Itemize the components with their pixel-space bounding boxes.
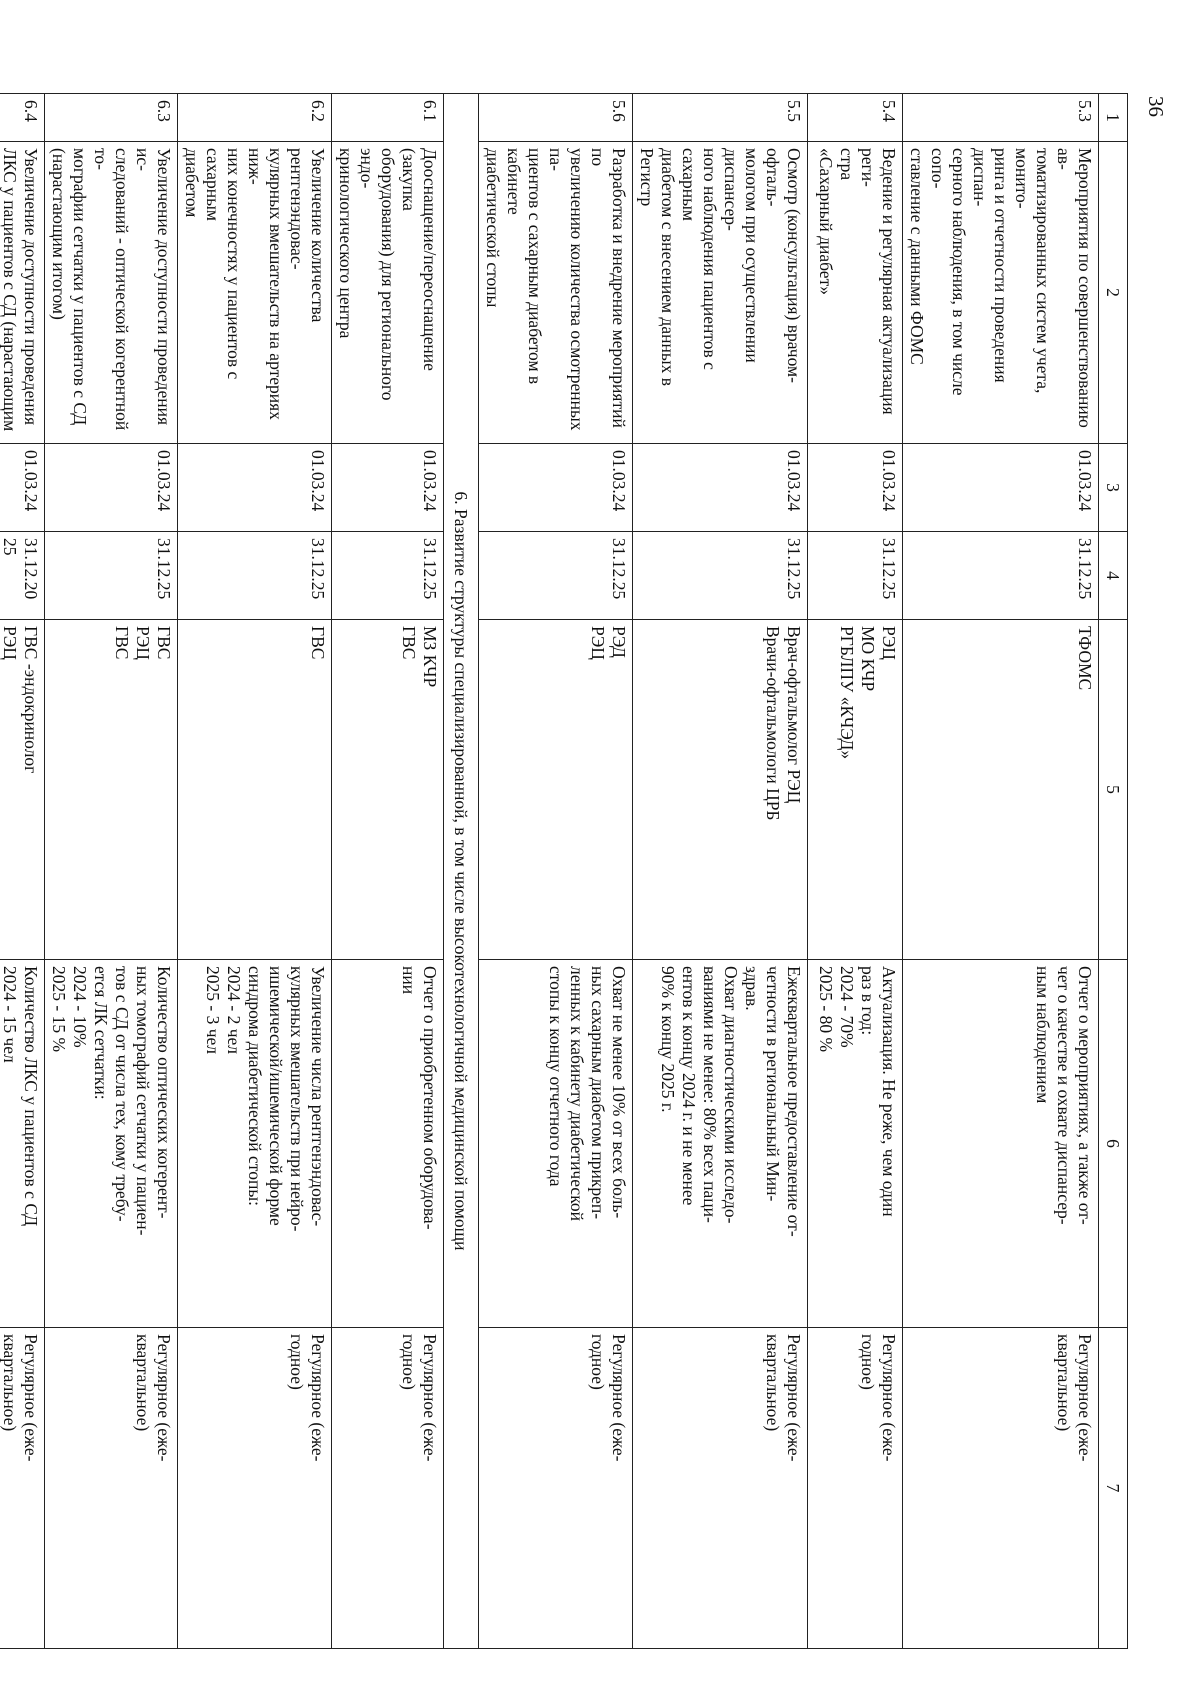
rotated-page-content <box>0 93 1128 1648</box>
section-title: 6. Развитие структуры специализированной, в том числе высокотехнологичной медицинской помощи <box>444 94 479 1649</box>
responsible-cell: РЭД РЭЦ <box>479 620 633 960</box>
activity-cell: Увеличение количества рентгенэндовас- кулярных вмешательств на артериях ниж- них конечностях у пациентов с сахарным диабетом <box>178 142 332 444</box>
result-cell: Отчет о приобретенном оборудова- нии <box>332 960 444 1328</box>
responsible-cell: Врач-офтальмолог РЭЦ Врачи-офтальмологи ЦРБ <box>633 620 808 960</box>
responsible-cell: РЭЦ МО КЧР РГБЛПУ «КЧЭД» <box>808 620 903 960</box>
column-header-6: 6 <box>1099 960 1128 1328</box>
end-date-cell: 31.12.25 <box>45 532 178 620</box>
result-cell: Ежеквартальное предоставление от- четности в региональный Мин- здрав. Охват диагностическими исследо- ваниями не менее: 80% всех паци- ентов к концу 2024 г. и не менее 90% к концу 2025 г. <box>633 960 808 1328</box>
page-number: 36 <box>1144 96 1168 117</box>
start-date-cell: 01.03.24 <box>633 444 808 532</box>
row-number: 5.3 <box>903 94 1099 142</box>
activity-cell: Мероприятия по совершенствованию ав- томатизированных систем учета, монито- ринга и отчетности проведения диспан- серного наблюдения, в том числе сопо- ставление с данными ФОМС <box>903 142 1099 444</box>
column-header-4: 4 <box>1099 532 1128 620</box>
table-row <box>903 94 1099 1649</box>
row-number: 5.6 <box>479 94 633 142</box>
table-row <box>0 94 45 1649</box>
column-header-3: 3 <box>1099 444 1128 532</box>
activity-cell: Дооснащение/переоснащение (закупка оборудования) для регионального эндо- кринологического центра <box>332 142 444 444</box>
frequency-cell: Регулярное (еже- годное) <box>178 1328 332 1649</box>
frequency-cell: Регулярное (еже- квартальное) <box>0 1328 45 1649</box>
responsible-cell: МЗ КЧР ГВС <box>332 620 444 960</box>
responsible-cell: ГВС РЭЦ ГВС <box>45 620 178 960</box>
start-date-cell: 01.03.24 <box>332 444 444 532</box>
responsible-cell: ГВС <box>178 620 332 960</box>
end-date-cell: 31.12.25 <box>633 532 808 620</box>
end-date-cell: 31.12.25 <box>178 532 332 620</box>
end-date-cell: 31.12.20 25 <box>0 532 45 620</box>
column-header-7: 7 <box>1099 1328 1128 1649</box>
activity-cell: Разработка и внедрение мероприятий по увеличению количества осмотренных па- циентов с сахарным диабетом в кабинете диабетической стопы <box>479 142 633 444</box>
end-date-cell: 31.12.25 <box>808 532 903 620</box>
start-date-cell: 01.03.24 <box>45 444 178 532</box>
start-date-cell: 01.03.24 <box>0 444 45 532</box>
frequency-cell: Регулярное (еже- годное) <box>332 1328 444 1649</box>
result-cell: Актуализация. Не реже, чем один раз в год: 2024 - 70% 2025 - 80 % <box>808 960 903 1328</box>
result-cell: Отчет о мероприятиях, а также от- чет о качестве и охвате диспансер- ным наблюдением <box>903 960 1099 1328</box>
table-row <box>45 94 178 1649</box>
action-plan-table <box>0 93 1128 1649</box>
table-row <box>332 94 444 1649</box>
result-cell: Охват не менее 10% от всех боль- ных сахарным диабетом прикреп- ленных к кабинету диабетической стопы к концу отчетного года <box>479 960 633 1328</box>
frequency-cell: Регулярное (еже- квартальное) <box>633 1328 808 1649</box>
column-number-header <box>1099 94 1128 1649</box>
start-date-cell: 01.03.24 <box>903 444 1099 532</box>
table-row <box>808 94 903 1649</box>
result-cell: Количество ЛКС у пациентов с СД 2024 - 15 чел <box>0 960 45 1328</box>
column-header-1: 1 <box>1099 94 1128 142</box>
activity-cell: Ведение и регулярная актуализация реги- стра «Сахарный диабет» <box>808 142 903 444</box>
table-row <box>479 94 633 1649</box>
row-number: 6.4 <box>0 94 45 142</box>
activity-cell: Увеличение доступности проведения ис- следований - оптической когерентной то- мографии сетчатки у пациентов с СД (нарастающим итогом) <box>45 142 178 444</box>
result-cell: Количество оптических когерент- ных томографий сетчатки у пациен- тов с СД от числа тех, кому требу- ется ЛК сетчатки: 2024 - 10% 2025 - 15 % <box>45 960 178 1328</box>
frequency-cell: Регулярное (еже- годное) <box>479 1328 633 1649</box>
table-row <box>178 94 332 1649</box>
row-number: 6.1 <box>332 94 444 142</box>
responsible-cell: ТФОМС <box>903 620 1099 960</box>
frequency-cell: Регулярное (еже- квартальное) <box>903 1328 1099 1649</box>
section-header-row <box>444 94 479 1649</box>
row-number: 6.2 <box>178 94 332 142</box>
row-number: 5.4 <box>808 94 903 142</box>
row-number: 6.3 <box>45 94 178 142</box>
table-row <box>633 94 808 1649</box>
start-date-cell: 01.03.24 <box>808 444 903 532</box>
result-cell: Увеличение числа рентгенэндовас- кулярных вмешательств при нейро- ишемической/ишемической форме синдрома диабетической стопы: 2024 - 2 чел 2025 - 3 чел <box>178 960 332 1328</box>
end-date-cell: 31.12.25 <box>903 532 1099 620</box>
frequency-cell: Регулярное (еже- квартальное) <box>45 1328 178 1649</box>
frequency-cell: Регулярное (еже- годное) <box>808 1328 903 1649</box>
row-number: 5.5 <box>633 94 808 142</box>
start-date-cell: 01.03.24 <box>479 444 633 532</box>
end-date-cell: 31.12.25 <box>332 532 444 620</box>
responsible-cell: ГВС -эндокринолог РЭЦ <box>0 620 45 960</box>
end-date-cell: 31.12.25 <box>479 532 633 620</box>
activity-cell: Увеличение доступности проведения ЛКС у пациентов с СД (нарастающим <box>0 142 45 444</box>
column-header-5: 5 <box>1099 620 1128 960</box>
column-header-2: 2 <box>1099 142 1128 444</box>
activity-cell: Осмотр (консультация) врачом-офталь- мологом при осуществлении диспансер- ного наблюдения пациентов с сахарным диабетом с внесением данных в Регистр <box>633 142 808 444</box>
start-date-cell: 01.03.24 <box>178 444 332 532</box>
